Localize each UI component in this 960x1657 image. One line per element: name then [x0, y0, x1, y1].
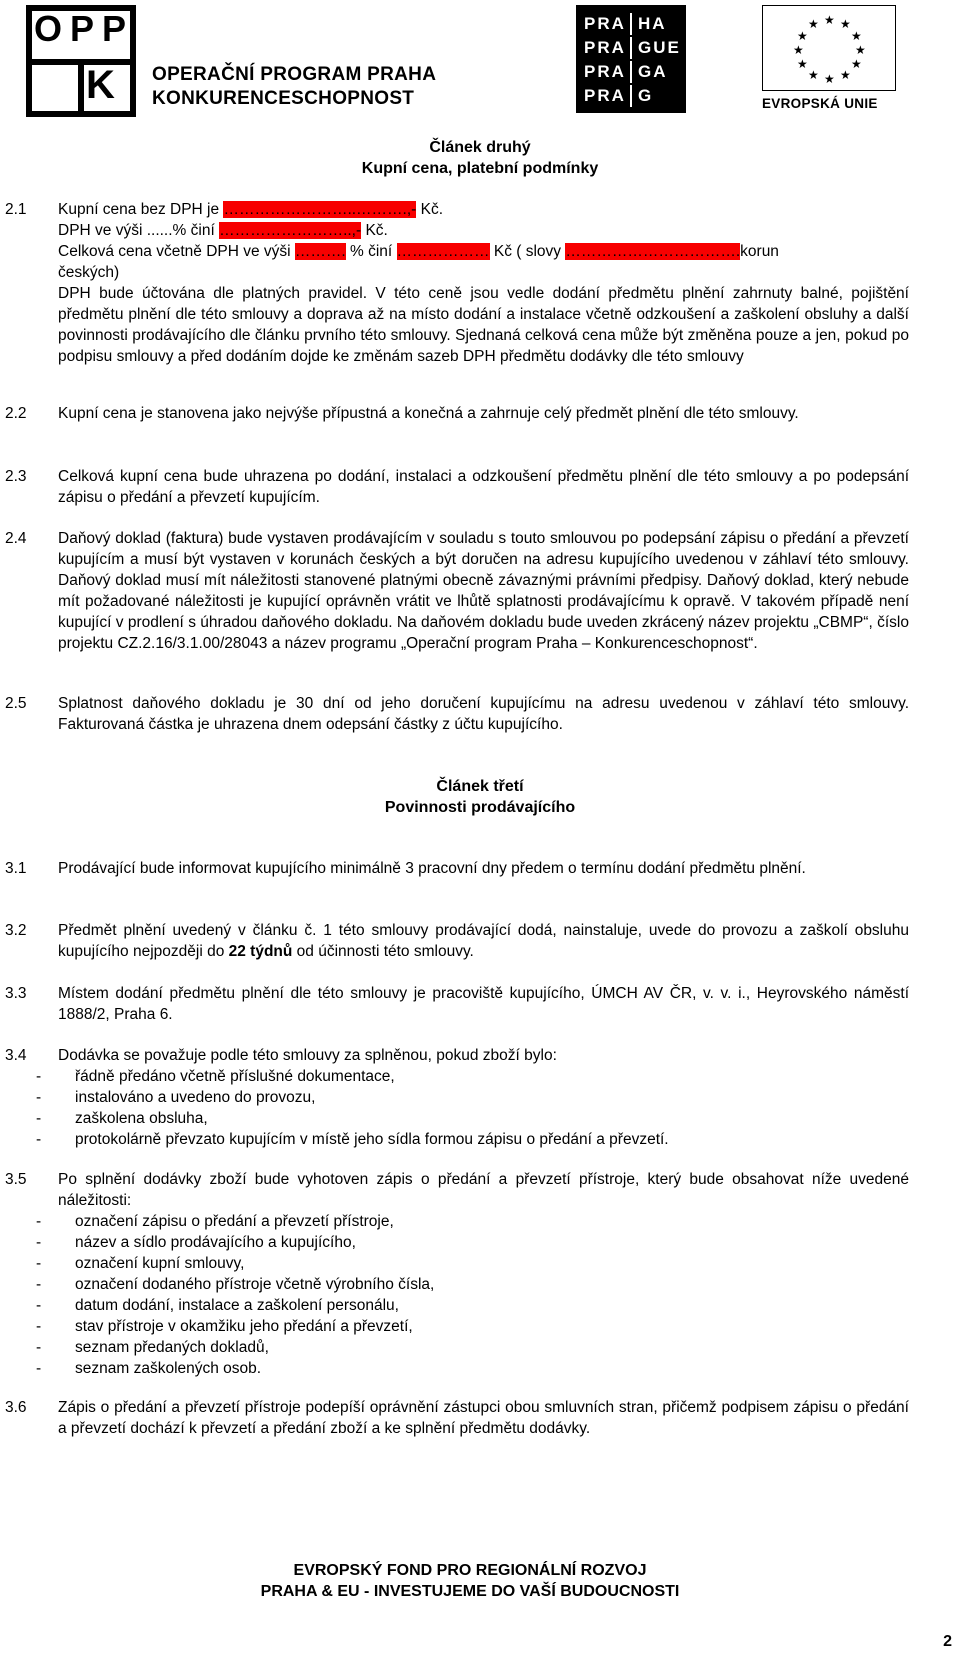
section-number: 3.4 — [5, 1047, 27, 1064]
eu-flag — [762, 5, 896, 91]
eu-star-icon: ★ — [840, 17, 851, 31]
article-2-heading: Článek druhý — [429, 139, 531, 156]
opp-logo-text — [152, 63, 436, 111]
section-number: 3.3 — [5, 985, 27, 1002]
eu-star-icon: ★ — [797, 29, 808, 43]
opp-logo-line1: OPERAČNÍ PROGRAM PRAHA — [152, 64, 437, 85]
vat-redacted: ……………………..,- — [219, 222, 362, 239]
eu-star-icon: ★ — [808, 68, 819, 82]
list-item-text: označení dodaného přístroje včetně výrobního čísla, — [75, 1276, 435, 1293]
praha-cell: G — [630, 85, 678, 107]
section-text — [58, 920, 909, 962]
section-text-b: od účinnosti této smlouvy. — [292, 943, 474, 960]
section-text: Místem dodání předmětu plnění dle této smlouvy je pracoviště kupujícího, ÚMCH AV ČR, v. v. i., Heyrovského náměstí 1888/2, Praha 6. — [58, 985, 909, 1023]
eu-star-icon: ★ — [824, 13, 835, 27]
section-intro: Dodávka se považuje podle této smlouvy za splněnou, pokud zboží bylo: — [58, 1047, 557, 1064]
list-item-text: seznam předaných dokladů, — [75, 1339, 269, 1356]
price-redacted: ……………………..……….,- — [223, 201, 417, 218]
price-line — [58, 199, 909, 220]
opp-logo-k: K — [86, 63, 115, 107]
vat-label: DPH ve výši ......% činí — [58, 222, 220, 239]
total-label-3: Kč ( slovy — [489, 243, 566, 260]
list-item-text: protokolárně převzato kupujícím v místě jeho sídla formou zápisu o předání a převzetí. — [75, 1131, 669, 1148]
footer-line-1: EVROPSKÝ FOND PRO REGIONÁLNÍ ROZVOJ — [293, 1562, 647, 1579]
total-amount-redacted: ……………… — [396, 243, 490, 260]
eu-star-icon: ★ — [797, 57, 808, 71]
list-item-text: označení kupní smlouvy, — [75, 1255, 245, 1272]
total-line-cont: českých) — [58, 264, 120, 281]
list-item-text: datum dodání, instalace a zaškolení personálu, — [75, 1297, 399, 1314]
section-text: Splatnost daňového dokladu je 30 dní od jeho doručení kupujícímu na adresu uvedenou v záhlaví této smlouvy. Fakturovaná částka je uhrazena dnem odepsání částky z účtu kupujícího. — [58, 695, 909, 733]
vat-unit: Kč. — [361, 222, 388, 239]
section-text: Daňový doklad (faktura) bude vystaven prodávajícím v souladu s touto smlouvou po podepsání zápisu o předání a převzetí kupujícím a musí být vystaven v korunách českých a být doručen na adresu kupujícího uvedenou v záhlaví této smlouvy. Daňový doklad musí mít náležitosti stanovené platnými obecně závaznými právními předpisy. Daňový doklad, který nebude mít požadované náležitosti je kupující oprávněn vrátit ve lhůtě splatnosti prodávajícímu k opravě. V takovém případě není kupující v prodlení s úhradou daňového dokladu. Na daňovém dokladu bude uveden zkrácený název projektu „CBMP“, číslo projektu CZ.2.16/3.1.00/28043 a název programu „Operační program Praha – Konkurenceschopnost“. — [58, 530, 909, 652]
list-item-text: označení zápisu o předání a převzetí přístroje, — [75, 1213, 394, 1230]
list-item-text: seznam zaškolených osob. — [75, 1360, 262, 1377]
eu-logo — [762, 5, 896, 113]
vat-line — [58, 220, 909, 241]
section-text: Celková kupní cena bude uhrazena po dodání, instalaci a odzkoušení předmětu plnění dle této smlouvy a po podepsání zápisu o předání a převzetí kupujícím. — [58, 468, 909, 506]
section-text: Zápis o předání a převzetí přístroje podepíší oprávnění zástupci obou smluvních stran, přičemž podpisem zápisu o předání a převzetí dochází k převzetí a předání zboží a ke splnění předmětu dodávky. — [58, 1399, 909, 1437]
page-number: 2 — [943, 1633, 952, 1650]
section-number: 2.1 — [5, 201, 27, 218]
eu-logo-label: EVROPSKÁ UNIE — [762, 96, 878, 111]
section-intro: Po splnění dodávky zboží bude vyhotoven zápis o předání a převzetí přístroje, který bude obsahovat níže uvedené náležitosti: — [58, 1171, 909, 1209]
eu-star-icon: ★ — [851, 29, 862, 43]
section-2-1-text: DPH bude účtována dle platných pravidel. V této ceně jsou vedle dodání předmětu plnění zahrnuty balné, pojištění předmětu plnění dle této smlouvy a doprava až na místo dodání a instalace včetně odzkoušení a zaškolení obsluhy a další povinnosti prodávajícího dle článku prvního této smlouvy. Sjednaná celková cena může být změněna pouze a jen, pokud po podpisu smlouvy a před dodáním dojde ke změnám sazeb DPH předmětu dodávky dle této smlouvy — [58, 285, 909, 365]
praha-cell: GA — [630, 61, 678, 83]
deadline: 22 týdnů — [228, 943, 293, 960]
praha-cell: PRA — [584, 14, 626, 33]
section-number: 3.5 — [5, 1171, 27, 1188]
eu-star-icon: ★ — [793, 43, 804, 57]
eu-star-icon: ★ — [851, 57, 862, 71]
praha-cell: HA — [630, 13, 678, 35]
article-3-subheading: Povinnosti prodávajícího — [384, 799, 576, 816]
opp-logo-line2: KONKURENCESCHOPNOST — [152, 88, 415, 109]
total-label: Celková cena včetně DPH ve výši — [58, 243, 295, 260]
article-3-heading: Článek třetí — [436, 778, 524, 795]
praha-cell: PRA — [584, 86, 626, 105]
section-number: 2.2 — [5, 405, 27, 422]
section-number: 3.1 — [5, 860, 27, 877]
eu-star-icon: ★ — [840, 68, 851, 82]
section-number: 2.3 — [5, 468, 27, 485]
section-number: 2.5 — [5, 695, 27, 712]
list-item-text: stav přístroje v okamžiku jeho předání a převzetí, — [75, 1318, 413, 1335]
price-label: Kupní cena bez DPH je — [58, 201, 224, 218]
total-currency: korun — [740, 243, 779, 260]
price-unit: Kč. — [416, 201, 444, 218]
praha-cell: PRA — [584, 38, 626, 57]
praha-cell: PRA — [584, 62, 626, 81]
praha-logo — [576, 5, 686, 113]
list-item-text: instalováno a uvedeno do provozu, — [75, 1089, 316, 1106]
section-number: 3.2 — [5, 922, 27, 939]
praha-cell: GUE — [630, 37, 678, 59]
opp-logo — [26, 5, 446, 117]
section-number: 3.6 — [5, 1399, 27, 1416]
total-line — [58, 241, 909, 262]
eu-star-icon: ★ — [824, 72, 835, 86]
total-rate-redacted: ………. — [294, 243, 346, 260]
footer-line-2: PRAHA & EU - INVESTUJEME DO VAŠÍ BUDOUCNOSTI — [260, 1583, 680, 1600]
section-text: Kupní cena je stanovena jako nejvýše přípustná a konečná a zahrnuje celý předmět plnění dle této smlouvy. — [58, 405, 799, 422]
eu-star-icon: ★ — [808, 17, 819, 31]
list-item-text: zaškolena obsluha, — [75, 1110, 208, 1127]
list-item-text: řádně předáno včetně příslušné dokumentace, — [75, 1068, 395, 1085]
section-body — [58, 199, 909, 367]
section-text: Prodávající bude informovat kupujícího minimálně 3 pracovní dny předem o termínu dodání předmětu plnění. — [58, 860, 806, 877]
article-2-subheading: Kupní cena, platební podmínky — [361, 160, 599, 177]
opp-logo-letters: OPP — [34, 8, 135, 49]
total-words-redacted: ……………………………. — [565, 243, 741, 260]
total-label-2: % činí — [345, 243, 397, 260]
eu-star-icon: ★ — [855, 43, 866, 57]
section-number: 2.4 — [5, 530, 27, 547]
list-item-text: název a sídlo prodávajícího a kupujícího, — [75, 1234, 356, 1251]
section-text-a: Předmět plnění uvedený v článku č. 1 této smlouvy prodávající dodá, nainstaluje, uvede do provozu a zaškolí obsluhu kupujícího nejpozději do — [58, 922, 909, 960]
